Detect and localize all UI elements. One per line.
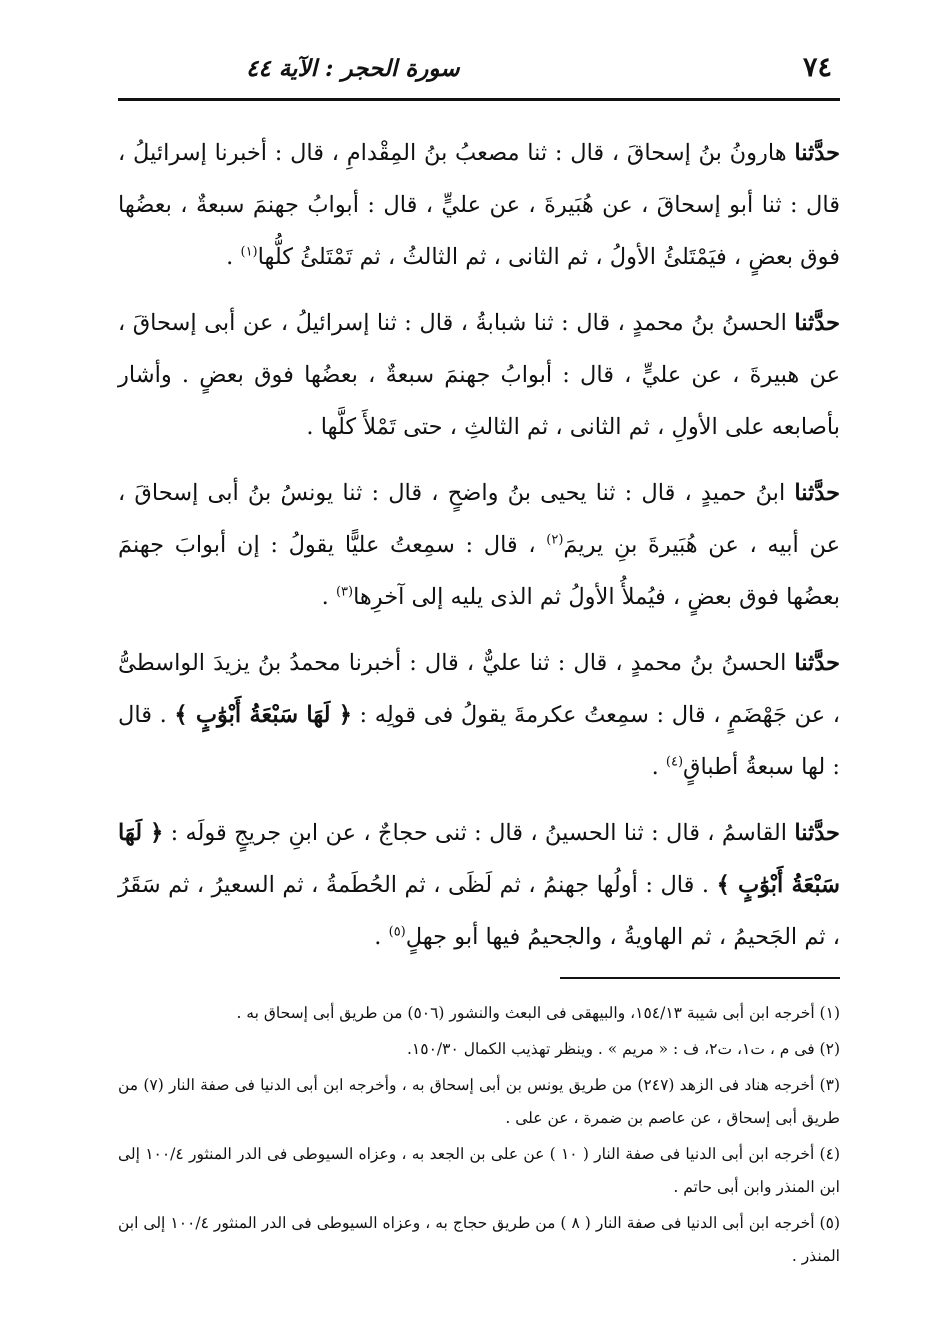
footnote-ref: (١) <box>240 244 258 260</box>
quran-quote: ﴿ لَهَا سَبْعَةُ أَبْوَٰبٍ ﴾ <box>174 702 352 728</box>
footnote-4: (٤) أخرجه ابن أبى الدنيا فى صفة النار ( ١٠ ) عن على بن الجعد به ، وعزاه السيوطى فى الدر المنثور ١٠٠/٤ إلى ابن المنذر وابن أبى حاتم . <box>118 1145 840 1196</box>
footnote-ref: (٥) <box>388 924 406 940</box>
quran-quote: ﴿ لَهَا سَبْعَةُ أَبْوَٰبٍ ﴾ <box>118 820 841 898</box>
paragraph-text: الحسنُ بنُ محمدٍ ، قال : ثنا عليٌّ ، قال : أخبرنا محمدُ بنُ يزيدَ الواسطىُّ ، عن جَهْضَمٍ ، قال : سمِعتُ عكرمةَ يقولُ فى قولِه : <box>118 650 841 728</box>
footnote-1: (١) أخرجه ابن أبى شيبة ١٥٤/١٣، والبيهقى فى البعث والنشور (٥٠٦) من طريق أبى إسحاق به . <box>236 1004 840 1022</box>
book-page <box>118 52 840 1302</box>
paragraph-opener: حدَّثنا <box>794 650 840 676</box>
paragraph-text-continued: . قال : أولُها جهنمُ ، ثم لَظَى ، ثم الحُطَمةُ ، ثم السعيرُ ، ثم سَقَرُ ، ثم الجَحيمُ ، ثم الهاويةُ ، والجحيمُ فيها أبو جهلٍ <box>118 872 840 950</box>
footnotes <box>118 997 840 1273</box>
paragraph-3 <box>118 467 840 623</box>
paragraph-text-continued: . قال : لها سبعةُ أطباقٍ <box>118 702 840 780</box>
footnote-5: (٥) أخرجه ابن أبى الدنيا فى صفة النار ( ٨ ) من طريق حجاج به ، وعزاه السيوطى فى الدر المنثور ١٠٠/٤ إلى ابن المنذر . <box>118 1214 840 1265</box>
paragraph-2 <box>118 297 840 453</box>
footnote-rule <box>560 977 840 979</box>
paragraph-end: . <box>651 754 666 780</box>
main-text <box>118 127 840 963</box>
paragraph-opener: حدَّثنا <box>794 820 840 846</box>
footnote-ref: (٤) <box>665 754 684 770</box>
running-title: سورة الحجر : الآية ٤٤ <box>246 55 460 82</box>
footnote-3: (٣) أخرجه هناد فى الزهد (٢٤٧) من طريق يونس بن أبى إسحاق به ، وأخرجه ابن أبى الدنيا فى صفة النار (٧) من طريق أبى إسحاق ، عن عاصم بن ضمرة ، عن على . <box>118 1076 840 1127</box>
paragraph-5 <box>118 807 840 963</box>
footnote-ref: (٢) <box>546 532 564 548</box>
paragraph-1 <box>118 127 840 283</box>
paragraph-end: . <box>374 924 389 950</box>
paragraph-text-continued: ، قال : سمِعتُ عليًّا يقولُ : إن أبوابَ جهنمَ بعضُها فوق بعضٍ ، فيُملأُ الأولُ ثم الذى يليه إلى آخرِها <box>118 532 840 610</box>
paragraph-text: الحسنُ بنُ محمدٍ ، قال : ثنا شبابةُ ، قال : ثنا إسرائيلُ ، عن أبى إسحاقَ ، عن هبيرةَ ، عن عليٍّ ، قال : أبوابُ جهنمَ سبعةٌ ، بعضُها فوق بعضٍ . وأشار بأصابعه على الأولِ ، ثم الثانى ، ثم الثالثِ ، حتى تَمْلأَ كلَّها . <box>118 310 840 440</box>
footnote-ref: (٣) <box>335 584 354 600</box>
paragraph-4 <box>118 637 840 793</box>
paragraph-text: القاسمُ ، قال : ثنا الحسينُ ، قال : ثنى حجاجٌ ، عن ابنِ جريجٍ قولَه : <box>163 820 795 846</box>
paragraph-text: ابنُ حميدٍ ، قال : ثنا يحيى بنُ واضحٍ ، قال : ثنا يونسُ بنُ أبى إسحاقَ ، عن أبيه ، عن هُبَيرةَ بنِ يريمَ <box>118 480 840 558</box>
paragraph-end: . <box>321 584 336 610</box>
paragraph-text: هارونُ بنُ إسحاقَ ، قال : ثنا مصعبُ بنُ المِقْدامِ ، قال : أخبرنا إسرائيلُ ، قال : ثنا أبو إسحاقَ ، عن هُبَيرةَ ، عن عليٍّ ، قال : أبوابُ جهنمَ سبعةٌ ، بعضُها فوق بعضٍ ، فيَمْتَلئُ الأولُ ، ثم الثانى ، ثم الثالثُ ، ثم تَمْتَلئُ كلُّها <box>118 140 840 270</box>
paragraph-opener: حدَّثنا <box>794 480 840 506</box>
footnote-2: (٢) فى م ، ت١، ت٢، ف : « مريم » . وينظر تهذيب الكمال ١٥٠/٣٠. <box>406 1040 840 1058</box>
paragraph-opener: حدَّثنا <box>794 140 840 166</box>
paragraph-end: . <box>226 244 241 270</box>
header-rule <box>118 98 840 101</box>
paragraph-opener: حدَّثنا <box>794 310 840 336</box>
page-header <box>118 52 840 92</box>
page-number: ٧٤ <box>802 52 832 83</box>
